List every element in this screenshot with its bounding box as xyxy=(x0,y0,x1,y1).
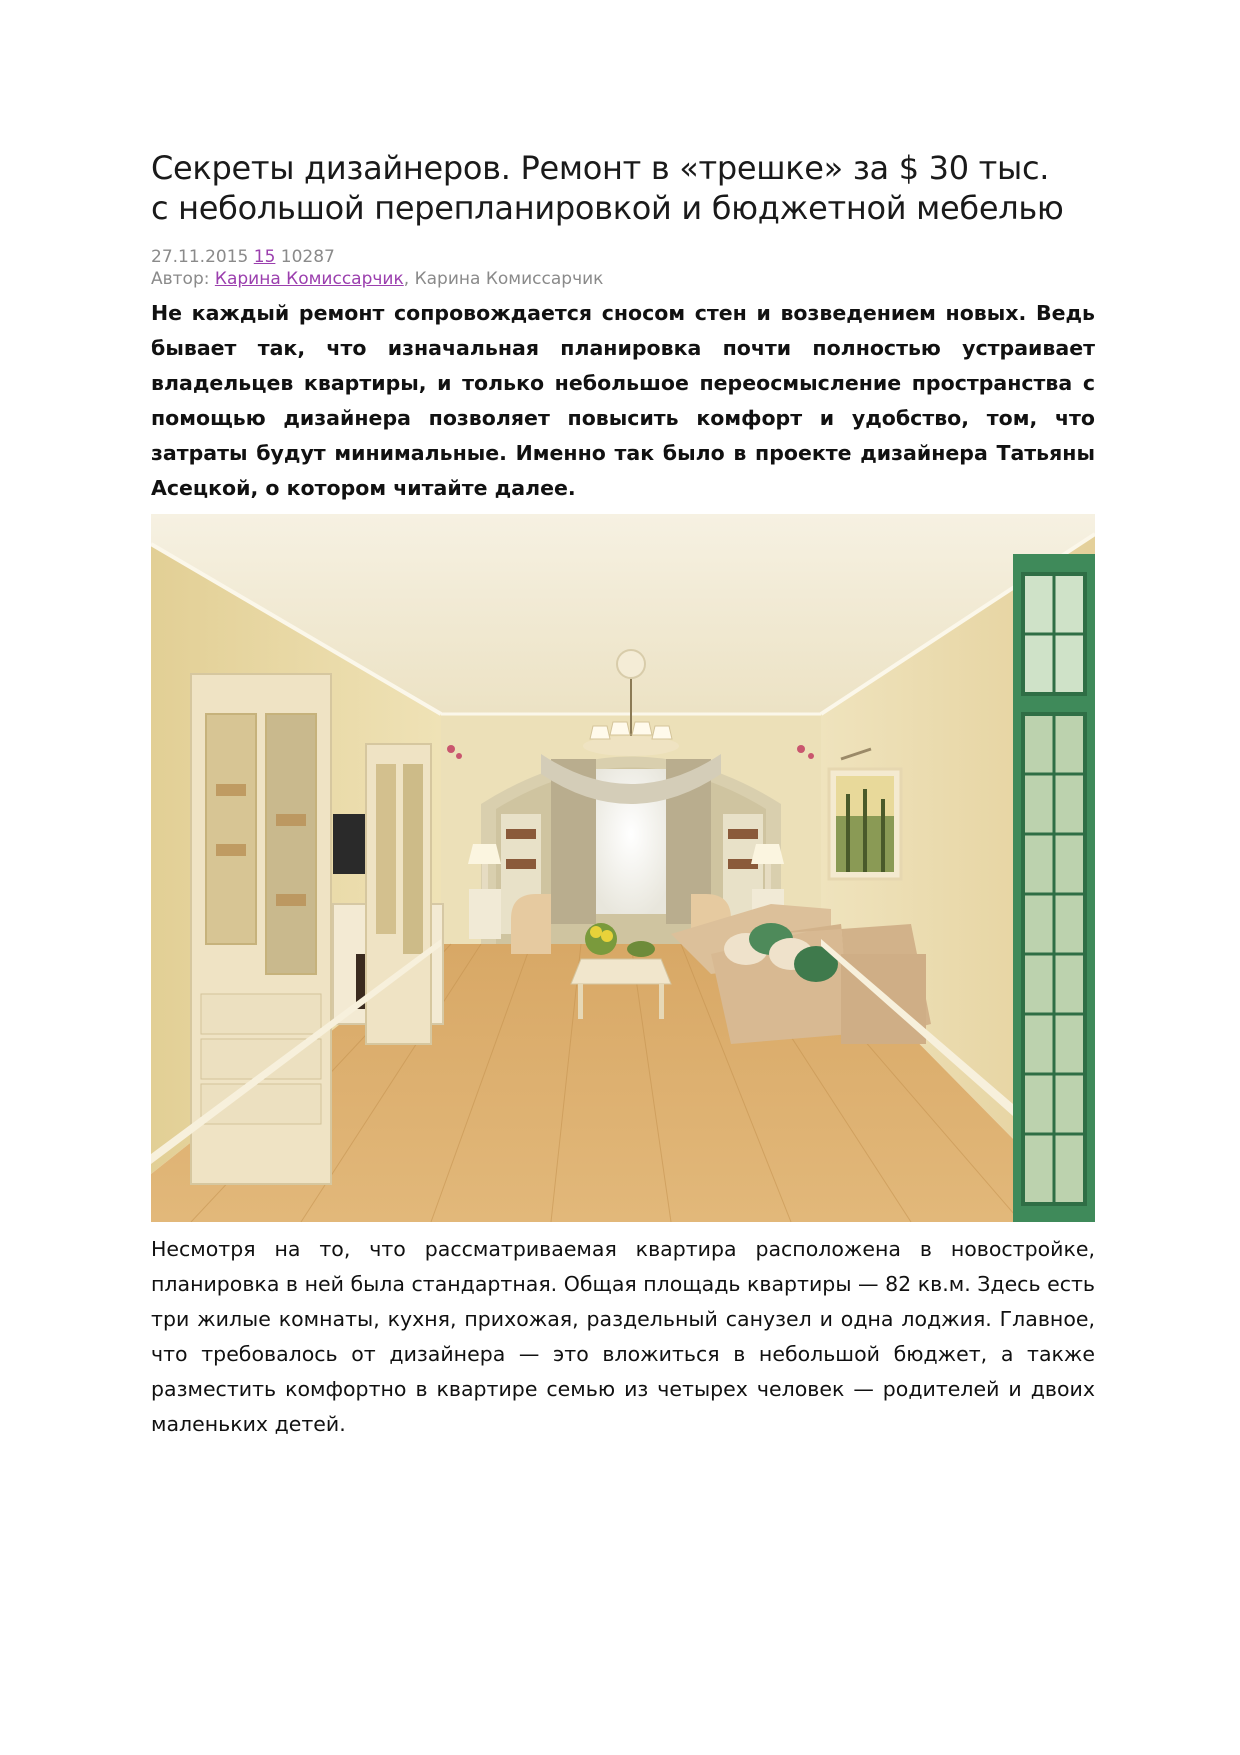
author-plain: Карина Комиссарчик xyxy=(414,269,604,289)
meta-stats xyxy=(151,246,1095,268)
publish-date: 27.11.2015 xyxy=(151,247,249,267)
living-room-photo xyxy=(151,514,1095,1222)
article-lead: Не каждый ремонт сопровождается сносом стен и возведением новых. Ведь бывает так, что изначальная планировка почти полностью устраивает владельцев квартиры, и только небольшое переосмысление пространства с помощью дизайнера позволяет повысить комфорт и удобство, том, что затраты будут минимальные. Именно так было в проекте дизайнера Татьяны Асецкой, о котором читайте далее. xyxy=(151,301,1095,500)
article xyxy=(151,148,1095,1442)
comments-count-link[interactable]: 15 xyxy=(253,247,276,267)
article-meta xyxy=(151,246,1095,290)
meta-author xyxy=(151,268,1095,290)
author-prefix: Автор: xyxy=(151,269,215,289)
article-title-line-2: с небольшой перепланировкой и бюджетной мебелью xyxy=(151,189,1064,227)
article-title-line-1: Секреты дизайнеров. Ремонт в «трешке» за $ 30 тыс. xyxy=(151,149,1050,187)
article-title xyxy=(151,148,1095,228)
views-count: 10287 xyxy=(280,247,335,267)
author-link[interactable]: Карина Комиссарчик xyxy=(214,269,404,289)
author-separator: , xyxy=(403,269,415,289)
article-body-paragraph: Несмотря на то, что рассматриваемая квартира расположена в новостройке, планировка в ней была стандартная. Общая площадь квартиры — 82 кв.м. Здесь есть три жилые комнаты, кухня, прихожая, раздельный санузел и одна лоджия. Главное, что требовалось от дизайнера — это вложиться в небольшой бюджет, а также разместить комфортно в квартире семью из четырех человек — родителей и двоих маленьких детей. xyxy=(151,1237,1095,1436)
